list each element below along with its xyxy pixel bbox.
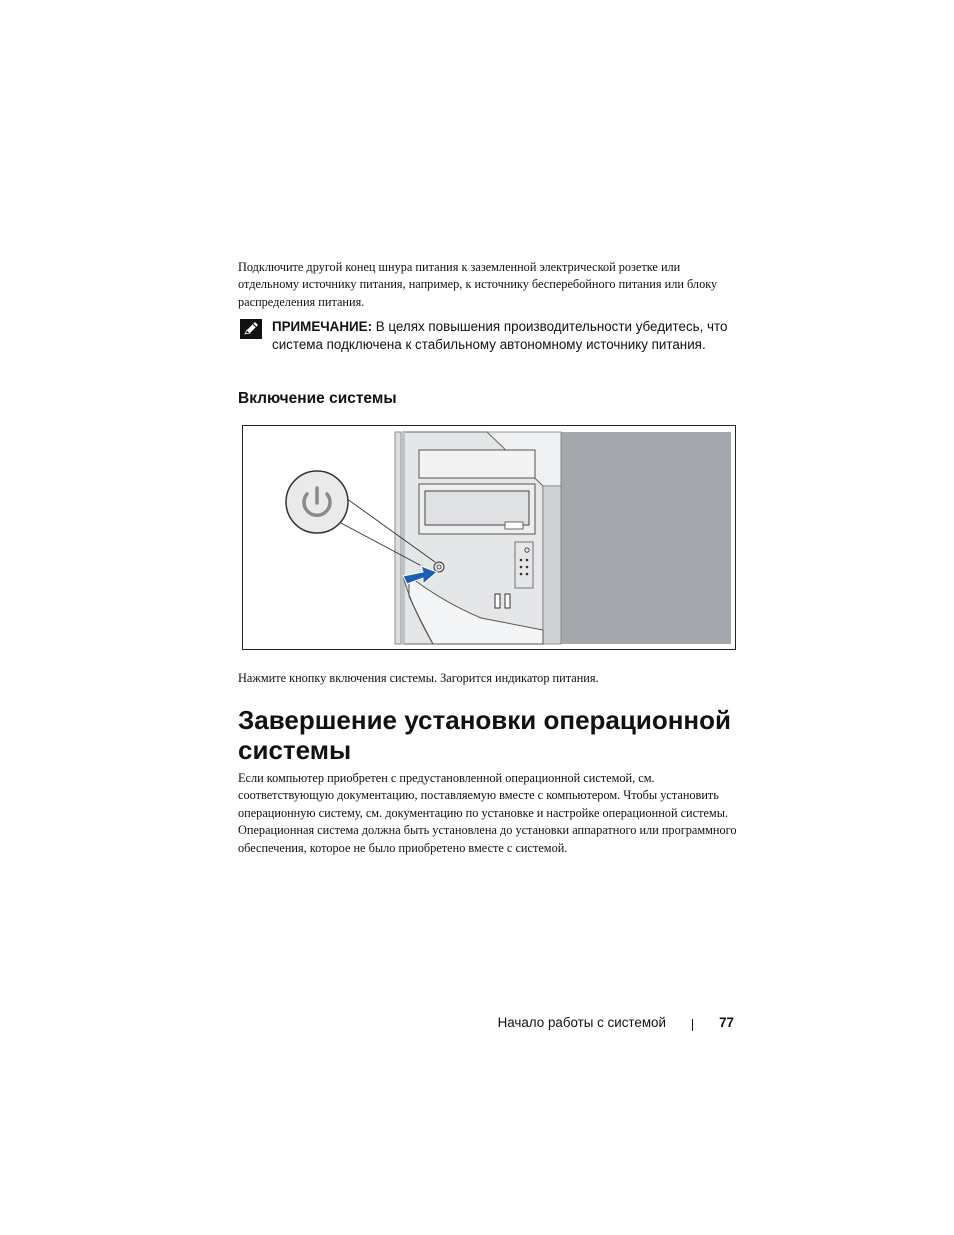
footer-title: Начало работы с системой — [497, 1015, 666, 1030]
power-button-figure — [242, 425, 736, 650]
note-label: ПРИМЕЧАНИЕ: — [272, 319, 373, 334]
note-body: В целях повышения производительности убедитесь, что система подключена к стабильному автономному источнику питания. — [272, 319, 728, 352]
figure-caption: Нажмите кнопку включения системы. Загорится индикатор питания. — [238, 671, 599, 685]
note-text — [272, 318, 738, 353]
computer-illustration — [243, 426, 736, 650]
page-footer — [460, 1015, 736, 1035]
footer-separator — [692, 1019, 693, 1031]
power-icon — [286, 471, 348, 533]
intro-paragraph: Подключите другой конец шнура питания к заземленной электрической розетке или отдельному источнику питания, например, к источнику бесперебойного питания или блоку распределения питания. — [238, 260, 718, 309]
page-number: 77 — [719, 1015, 734, 1030]
section-heading: Включение системы — [238, 390, 397, 407]
os-paragraph: Если компьютер приобретен с предустановленной операционной системой, см. соответствующую документацию, поставляемую вместе с компьютером. Чтобы установить операционную систему, см. документацию по установке и настройке операционной системы. Операционная система должна быть установлена до установки аппаратного или программного обеспечения, которое не было приобретено вместе с системой. — [238, 771, 737, 855]
note-pencil-icon — [240, 319, 262, 339]
note-block — [238, 318, 738, 353]
main-heading: Завершение установки операционной системы — [238, 705, 731, 765]
